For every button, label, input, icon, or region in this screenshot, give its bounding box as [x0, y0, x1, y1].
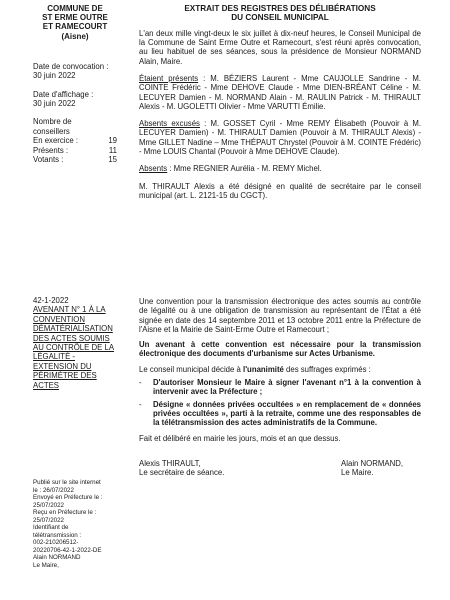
- count-value: 11: [108, 145, 117, 155]
- pub-line: Reçu en Préfecture le :: [33, 509, 97, 516]
- excuses-label: Absents excusés: [139, 119, 200, 129]
- conseillers-label: Nombre de: [33, 117, 72, 127]
- count-label: Votants :: [33, 155, 64, 165]
- pub-line: 20220706-42-1-2022-DE: [33, 546, 102, 554]
- annex-number: 42-1-2022: [33, 296, 69, 305]
- secretaire-paragraph: M. THIRAULT Alexis a été désigné en qualité de secrétaire par le conseil municipal (art. L. 2121-15 du CGCT).: [139, 181, 421, 200]
- signature-role: Le Maire.: [341, 468, 374, 478]
- decision-text: D'autoriser Monsieur le Maire à signer l'avenant n°1 à la convention à intervenir avec la Préfecture ;: [153, 378, 421, 397]
- deliberation-body-section: [139, 297, 421, 477]
- signatures: [139, 459, 421, 478]
- absents-label: Absents: [139, 164, 168, 174]
- decide-unanimite: l'unanimité: [243, 364, 284, 374]
- publication-stamp: [33, 479, 121, 569]
- conseillers-label: conseillers: [33, 126, 70, 136]
- conseillers-block: [33, 117, 117, 164]
- decision-item: [139, 378, 421, 397]
- presents-paragraph: [139, 74, 421, 111]
- excuses-text: : M. GOSSET Cyril - Mme REMY Élisabeth (Pouvoir à M. LECUYER Damien) - M. THIRAULT Damien (Pouvoir à M. THIRAULT Alexis) - Mme GILLET Nadine – Mme THÉPAUT Chrystel (Pouvoir à M. COINTE Frédéric) - Mme LOUIS Chantal (Pouvoir à Mme DEHOVE Claude).: [139, 119, 421, 157]
- avenant-paragraph: Un avenant à cette convention est nécessaire pour la transmission électronique des documents d'urbanisme sur Actes Urbanisme.: [139, 340, 421, 359]
- closing-line: Fait et délibéré en mairie les jours, mois et an que dessus.: [139, 433, 341, 443]
- pub-line: Alain NORMAND: [33, 554, 81, 561]
- signature-role: Le secrétaire de séance.: [139, 468, 225, 478]
- decision-text: Désigne « données privées occultées » en remplacement de « données privées occultées », parti à la retraite, comme une des responsables de la télétransmission des actes administratifs de la Commune.: [153, 399, 421, 428]
- list-dash: -: [139, 399, 142, 409]
- annex-block: [33, 296, 121, 390]
- intro-paragraph: L'an deux mille vingt-deux le six juillet à dix-neuf heures, le Conseil Municipal de la Commune de Saint Erme Outre et Ramecourt, s'est réuni après convocation, au lieu habituel de ses séances, sous la présidence de Monsieur NORMAND Alain, Maire.: [139, 28, 421, 66]
- signature-name: Alain NORMAND,: [341, 458, 403, 468]
- affichage-block: [33, 90, 117, 109]
- commune-line: (Aisne): [61, 31, 89, 41]
- signature-maire: [341, 459, 421, 478]
- list-dash: -: [139, 378, 142, 388]
- pub-line: télétransmission :: [33, 531, 82, 539]
- commune-line: ST ERME OUTRE: [42, 13, 108, 23]
- signature-secretaire: [139, 459, 341, 478]
- decision-item: [139, 400, 421, 428]
- conseillers-counts: [33, 136, 117, 164]
- heading-line: DU CONSEIL MUNICIPAL: [231, 13, 329, 23]
- affichage-date: 30 juin 2022: [33, 99, 76, 109]
- pub-line: Le Maire,: [33, 561, 59, 569]
- pub-line: 25/07/2022: [33, 516, 64, 524]
- decide-post: des suffrages exprimés :: [283, 364, 371, 374]
- convocation-label: Date de convocation :: [33, 61, 109, 71]
- annex-title: AVENANT N° 1 À LA CONVENTION DÉMATÉRIALISATION DES ACTES SOUMIS AU CONTRÔLE DE LA LÉGALITÉ - EXTENSION DU PÉRIMÈTRE DES ACTES: [33, 305, 115, 390]
- pub-line: 002-210206512-: [33, 539, 79, 546]
- pub-line: Identifiant de: [33, 524, 69, 531]
- decide-pre: Le conseil municipal décide à: [139, 364, 244, 374]
- absents-text: : Mme REGNIER Aurélia - M. REMY Michel.: [167, 164, 322, 174]
- decision-list: [139, 378, 421, 427]
- document-heading: [139, 4, 421, 23]
- convocation-block: [33, 62, 117, 81]
- deliberation-header-section: [139, 4, 421, 200]
- presents-text: : M. BÉZIERS Laurent - Mme CAUJOLLE Sandrine - M. COINTE Frédéric - Mme DEHOVE Claude - Mme DIEN-BRÉANT Céline - M. LECUYER Damien - M. NORMAND Alain - M. RAULIN Patrick - M. THIRAULT Alexis - M. UGOLETTI Olivier - Mme VARUTTI Émilie.: [139, 74, 421, 111]
- count-value: 19: [108, 136, 117, 146]
- convocation-date: 30 juin 2022: [33, 71, 76, 81]
- heading-line: EXTRAIT DES REGISTRES DES DÉLIBÉRATIONS: [184, 4, 376, 13]
- commune-header: [33, 4, 117, 41]
- count-label: Présents :: [33, 145, 69, 155]
- convention-paragraph: Une convention pour la transmission électronique des actes soumis au contrôle de légalité ou à une obligation de transmission au représentant de l'État a été signée en date des 14 septembre 2011 et 13 octobre 2011 entre la Préfecture de l'Aisne et la Mairie de Saint-Erme Outre et Ramecourt ;: [139, 297, 421, 334]
- commune-line: COMMUNE DE: [47, 4, 103, 13]
- left-margin-column: [33, 4, 117, 164]
- commune-line: ET RAMECOURT: [42, 22, 108, 32]
- affichage-label: Date d'affichage :: [33, 89, 94, 99]
- pub-line: Envoyé en Préfecture le :: [33, 494, 103, 501]
- decide-paragraph: [139, 365, 421, 374]
- signature-name: Alexis THIRAULT,: [139, 458, 201, 468]
- presents-label: Étaient présents: [139, 74, 199, 83]
- absents-paragraph: [139, 164, 421, 173]
- pub-line: 25/07/2022: [33, 501, 64, 509]
- excuses-paragraph: [139, 119, 421, 156]
- count-label: En exercice :: [33, 136, 79, 146]
- pub-line: Publié sur le site internet: [33, 479, 101, 486]
- pub-line: le : 26/07/2022: [33, 486, 74, 494]
- count-value: 15: [108, 155, 117, 165]
